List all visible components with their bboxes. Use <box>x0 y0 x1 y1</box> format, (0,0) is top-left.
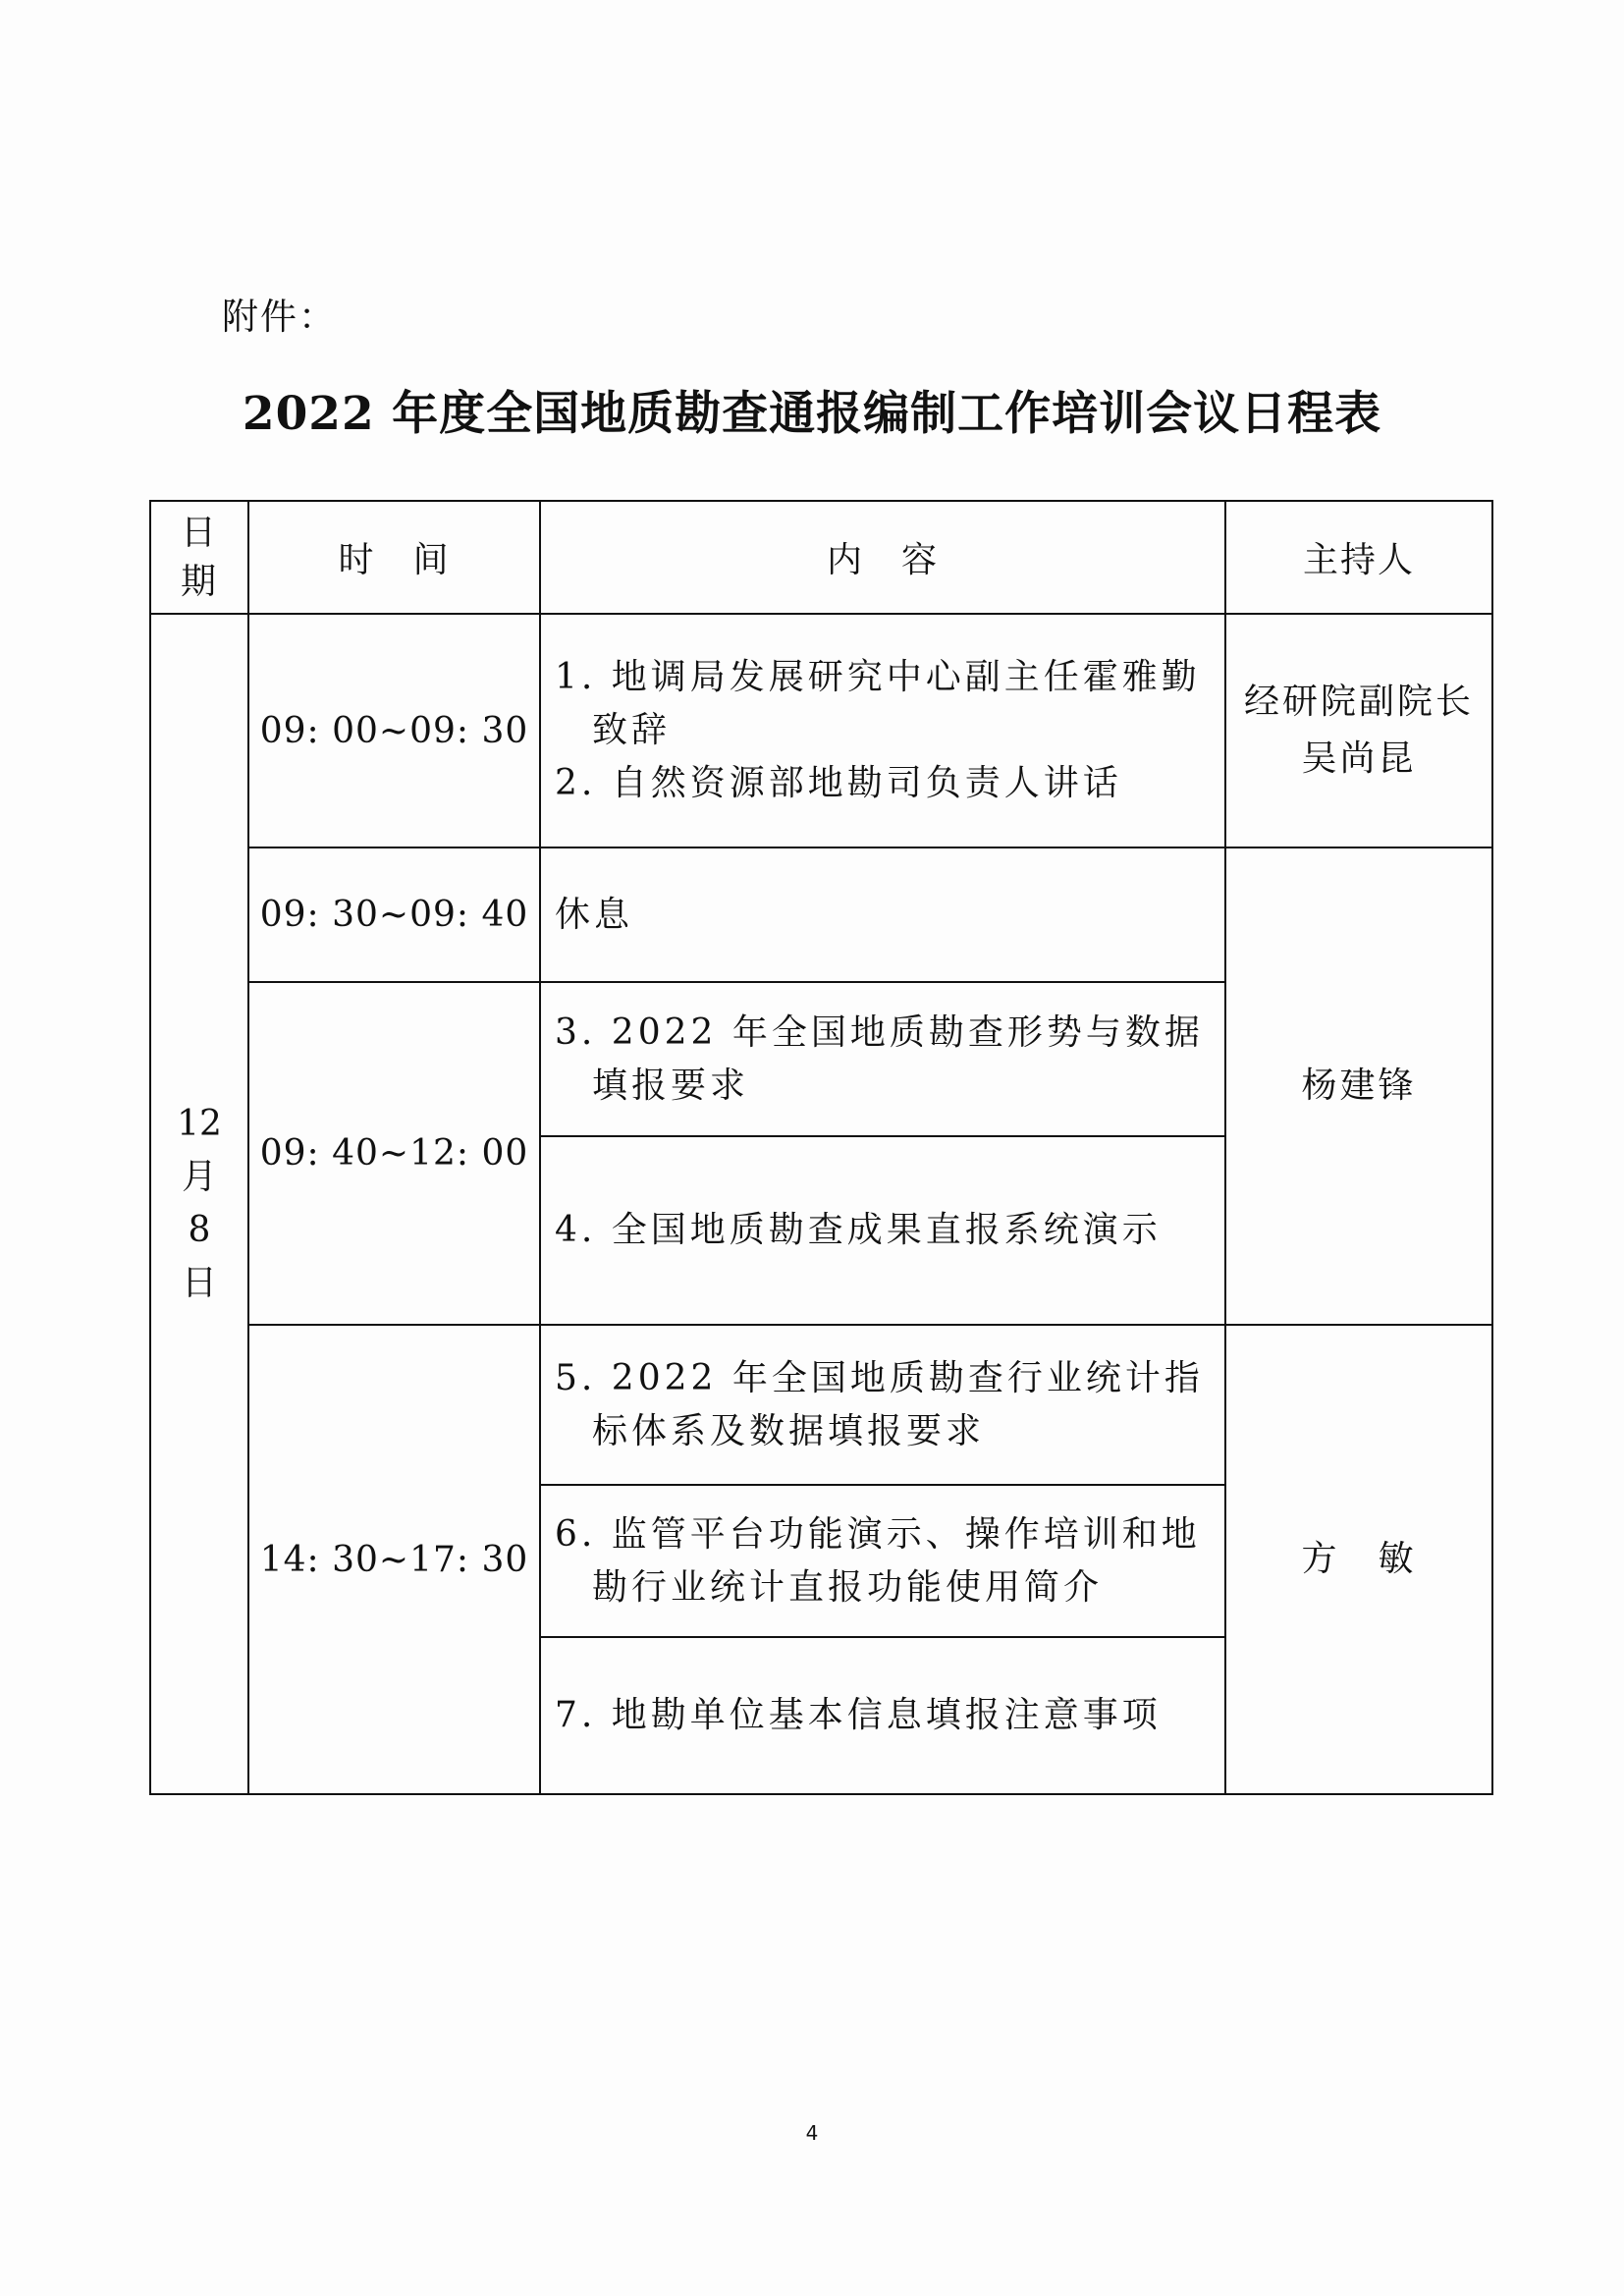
time-cell: 14: 30~17: 30 <box>248 1325 540 1794</box>
header-host: 主持人 <box>1225 501 1492 614</box>
host-title: 经研院副院长 <box>1243 682 1474 722</box>
agenda-item: 2. 自然资源部地勘司负责人讲话 <box>555 763 1122 803</box>
host-name: 吴尚昆 <box>1301 738 1417 779</box>
date-line: 日 <box>181 1263 217 1303</box>
agenda-item: 7. 地勘单位基本信息填报注意事项 <box>555 1695 1162 1735</box>
time-cell: 09: 00~09: 30 <box>248 614 540 847</box>
attachment-label: 附件： <box>222 296 337 338</box>
time-cell: 09: 30~09: 40 <box>248 847 540 982</box>
host-cell <box>1225 614 1492 847</box>
agenda-item: 4. 全国地质勘查成果直报系统演示 <box>555 1210 1162 1250</box>
agenda-item: 6. 监管平台功能演示、操作培训和地勘行业统计直报功能使用简介 <box>555 1513 1201 1608</box>
host-cell: 方 敏 <box>1225 1325 1492 1794</box>
content-cell <box>540 1325 1225 1485</box>
table-row <box>150 1325 1492 1485</box>
host-cell: 杨建锋 <box>1225 847 1492 1325</box>
header-date <box>150 501 248 614</box>
content-cell <box>540 982 1225 1136</box>
table-header-row <box>150 501 1492 614</box>
schedule-table <box>149 500 1493 1795</box>
content-cell <box>540 1485 1225 1637</box>
date-line: 8 <box>188 1210 211 1250</box>
time-cell: 09: 40~12: 00 <box>248 982 540 1325</box>
date-line: 月 <box>181 1157 217 1197</box>
header-date-label: 日期 <box>180 512 218 602</box>
content-cell <box>540 1136 1225 1325</box>
agenda-item: 5. 2022 年全国地质勘查行业统计指标体系及数据填报要求 <box>555 1357 1204 1451</box>
document-title: 2022 年度全国地质勘查通报编制工作培训会议日程表 <box>242 387 1382 441</box>
content-cell <box>540 614 1225 847</box>
content-cell: 休息 <box>540 847 1225 982</box>
header-time: 时 间 <box>248 501 540 614</box>
date-line: 12 <box>177 1104 222 1144</box>
content-cell <box>540 1637 1225 1794</box>
table-row <box>150 847 1492 982</box>
table-row <box>150 614 1492 847</box>
date-cell <box>150 614 248 1794</box>
agenda-item: 3. 2022 年全国地质勘查形势与数据填报要求 <box>555 1011 1204 1106</box>
agenda-item: 1. 地调局发展研究中心副主任霍雅勤致辞 <box>555 657 1201 750</box>
header-content: 内 容 <box>540 501 1225 614</box>
page-number: 4 <box>805 2121 819 2145</box>
